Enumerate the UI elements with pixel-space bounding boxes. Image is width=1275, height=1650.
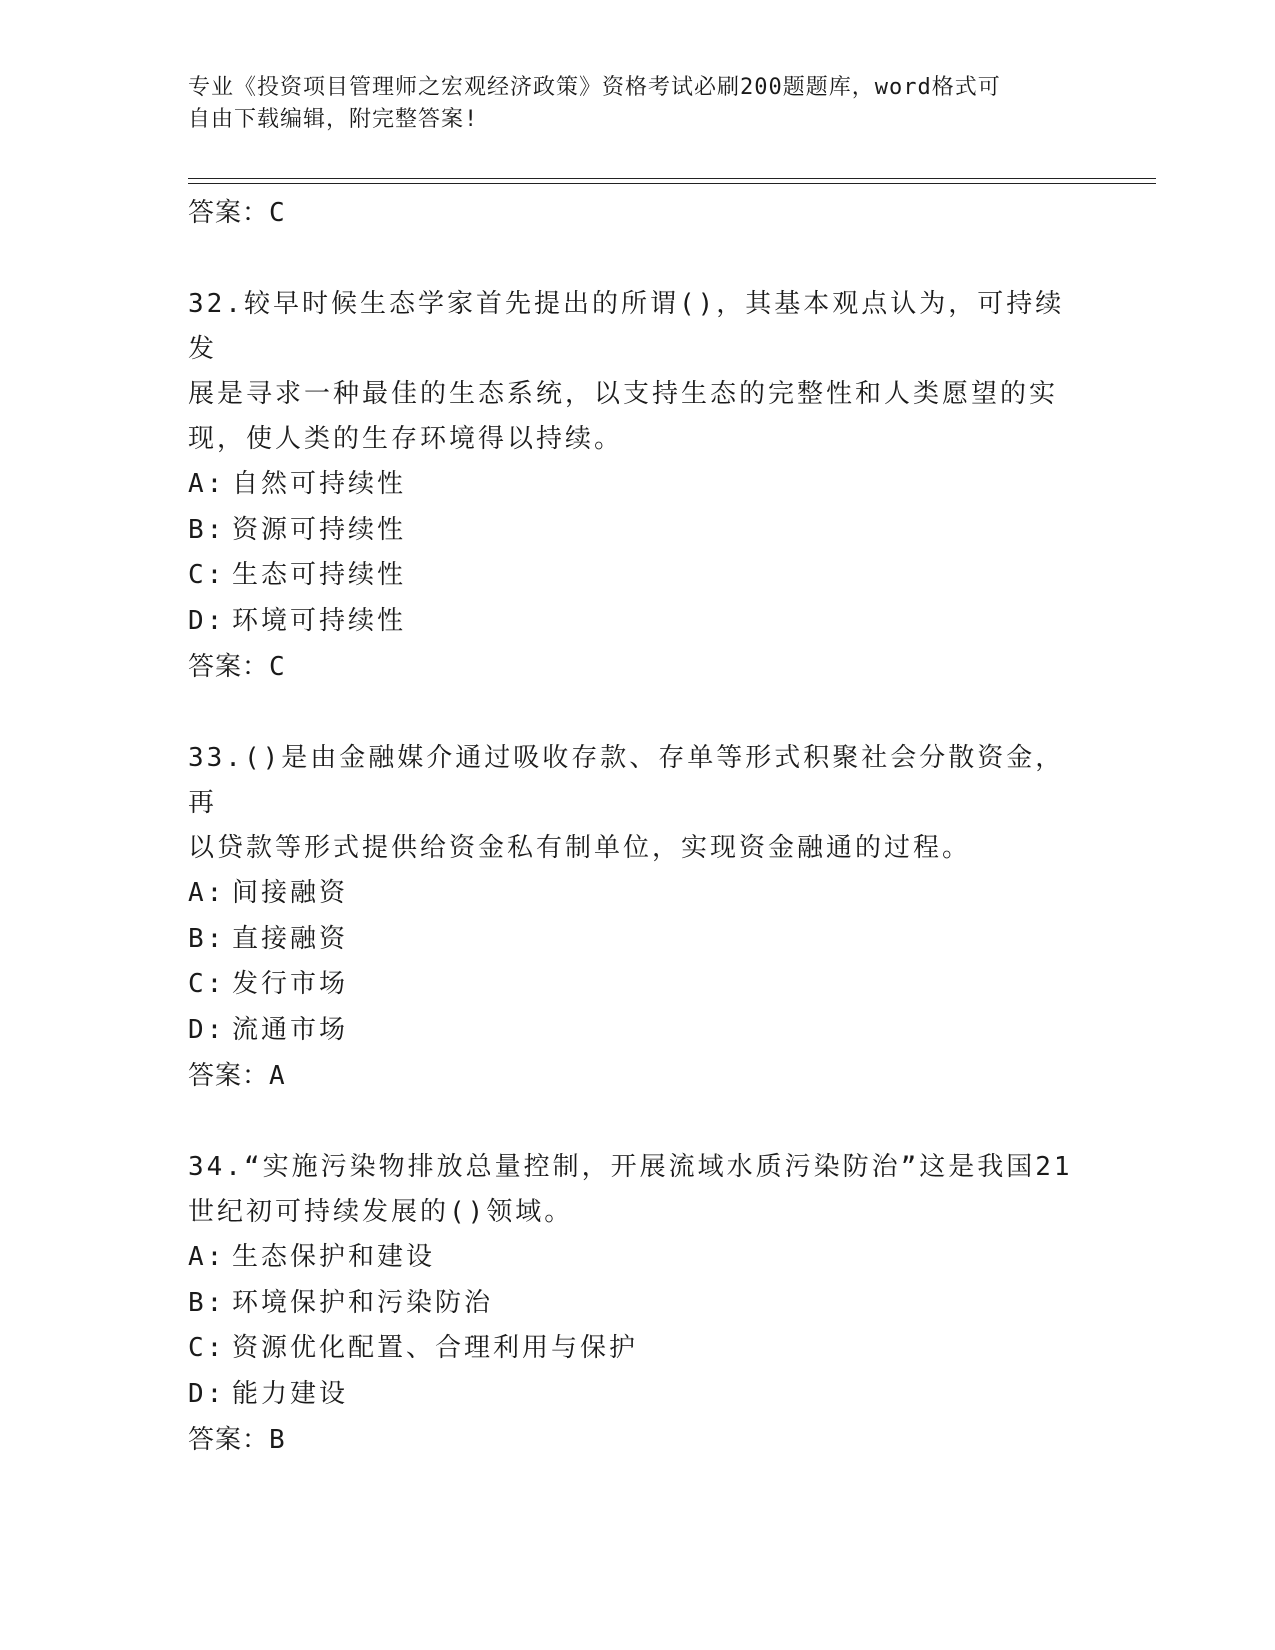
option-letter: D: <box>188 1014 226 1045</box>
header-rule-bottom <box>188 183 1156 184</box>
answer-value: C <box>269 652 286 682</box>
option-text: 发行市场 <box>232 969 349 999</box>
option-text: 生态保护和建设 <box>232 1242 436 1272</box>
question-33 <box>188 736 1088 1099</box>
option-letter: D: <box>188 1378 226 1409</box>
answer-label: 答案： <box>188 1425 270 1455</box>
question-line: 世纪初可持续发展的()领域。 <box>188 1197 574 1227</box>
header-line-2: 自由下载编辑，附完整答案! <box>188 107 479 132</box>
option-letter: B: <box>188 923 226 954</box>
option-text: 自然可持续性 <box>232 469 407 499</box>
option-letter: B: <box>188 514 226 545</box>
question-answer <box>188 1417 1088 1463</box>
question-line: 32.较早时候生态学家首先提出的所谓()，其基本观点认为，可持续发 <box>188 289 1065 364</box>
answer-value: B <box>269 1425 286 1455</box>
question-text <box>188 736 1088 871</box>
question-line: 33.()是由金融媒介通过吸收存款、存单等形式积聚社会分散资金，再 <box>188 743 1065 818</box>
answer-value: A <box>269 1061 286 1091</box>
answer-label: 答案： <box>188 652 270 682</box>
option-d <box>188 1372 1088 1418</box>
question-answer <box>188 644 1088 690</box>
option-letter: D: <box>188 605 226 636</box>
question-line: 以贷款等形式提供给资金私有制单位，实现资金融通的过程。 <box>188 833 972 863</box>
option-letter: C: <box>188 1333 226 1363</box>
option-d <box>188 599 1088 645</box>
option-a <box>188 1235 1088 1281</box>
question-answer <box>188 1053 1088 1099</box>
option-text: 环境可持续性 <box>232 605 407 636</box>
option-letter: A: <box>188 469 226 499</box>
option-letter: C: <box>188 560 226 590</box>
option-letter: C: <box>188 969 226 999</box>
question-32 <box>188 282 1088 690</box>
header-line-1: 专业《投资项目管理师之宏观经济政策》资格考试必刷200题题库，word格式可 <box>188 75 1001 100</box>
question-text <box>188 1145 1088 1235</box>
answer-label: 答案： <box>188 198 270 228</box>
option-text: 流通市场 <box>232 1014 349 1045</box>
question-line: 展是寻求一种最佳的生态系统，以支持生态的完整性和人类愿望的实 <box>188 379 1059 409</box>
previous-answer <box>188 190 1088 236</box>
option-letter: B: <box>188 1287 226 1318</box>
option-c <box>188 1326 1088 1372</box>
option-letter: A: <box>188 878 226 908</box>
option-text: 间接融资 <box>232 878 349 908</box>
option-b <box>188 508 1088 554</box>
option-c <box>188 962 1088 1008</box>
question-line: 34.“实施污染物排放总量控制，开展流域水质污染防治”这是我国21 <box>188 1152 1073 1182</box>
answer-value: C <box>269 198 286 228</box>
option-text: 资源可持续性 <box>232 514 407 545</box>
option-a <box>188 871 1088 917</box>
question-text <box>188 282 1088 462</box>
option-c <box>188 553 1088 599</box>
page-header <box>188 72 1088 136</box>
answer-label: 答案： <box>188 1061 270 1091</box>
option-text: 能力建设 <box>232 1378 349 1409</box>
option-text: 环境保护和污染防治 <box>232 1287 494 1318</box>
option-b <box>188 917 1088 963</box>
header-rule-top <box>188 178 1156 179</box>
option-b <box>188 1281 1088 1327</box>
question-line: 现，使人类的生存环境得以持续。 <box>188 424 624 454</box>
option-text: 直接融资 <box>232 923 349 954</box>
option-d <box>188 1008 1088 1054</box>
question-34 <box>188 1145 1088 1463</box>
option-text: 生态可持续性 <box>232 560 407 590</box>
question-list <box>188 190 1088 1463</box>
option-letter: A: <box>188 1242 226 1272</box>
option-a <box>188 462 1088 508</box>
option-text: 资源优化配置、合理利用与保护 <box>232 1333 639 1363</box>
